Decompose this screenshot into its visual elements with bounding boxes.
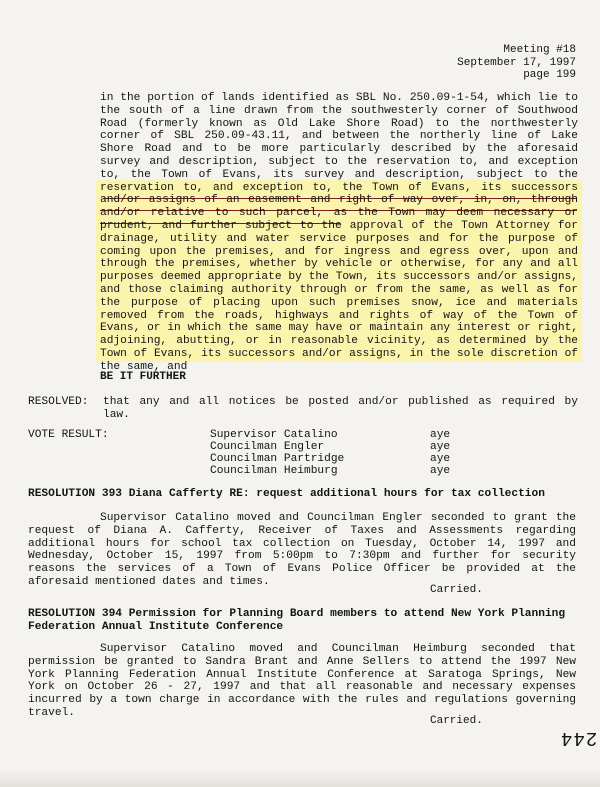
resolution-394-carried: Carried. bbox=[430, 715, 483, 727]
voter-name: Councilman Partridge bbox=[210, 453, 345, 465]
vote-value: aye bbox=[430, 429, 451, 441]
main-paragraph: in the portion of lands identified as SBL No. 250.09-1-54, which lie to the south of a line drawn from the southwesterly corner of Southwood Road (formerly known as Old Lake Shore Road) to the northwesterly corner of SBL 250.09-43.11, and between the northerly line of Lake Shore Road and to be more particularly described by the aforesaid survey and description, subject to the reservation to, and exception to, the Town of Evans, its survey and description, subject to the reservation to, and exception to, the Town of Evans, its successors and/or assigns of an easement and right of way over, in, on, through and/or relative to such parcel, as the Town may deem necessary or prudent, and further subject to the approval of the Town Attorney for drainage, utility and water service purposes and for the purpose of coming upon the premises, and for ingress and egress over, upon and through the premises, whether by vehicle or otherwise, for any and all purposes deemed appropriate by the Town, its successors and/or assigns, and those claiming authority through or from the same, as well as for the purpose of placing upon such premises snow, ice and materials removed from the roads, highways and rights of way of the Town of Evans, or in which the same may have or maintain any interest or right, adjoining, abutting, or in reasonable vicinity, as determined by the Town of Evans, its successors and/or assigns, in the sole discretion of the same, and bbox=[100, 92, 578, 373]
page-number: page 199 bbox=[523, 69, 576, 81]
page-header bbox=[457, 44, 576, 82]
resolution-393-text: Supervisor Catalino moved and Councilman Engler seconded to grant the request of Diana A. Cafferty, Receiver of Taxes and Assessments regarding additional hours for school tax collection on Tuesday, October 14, 1997 and Wednesday, October 15, 1997 from 5:00pm to 7:30pm and further for security reasons the services of a Town of Evans Police Officer be provided at the aforesaid mentioned dates and times. bbox=[28, 512, 576, 588]
resolved-label: RESOLVED: bbox=[28, 396, 89, 408]
handwritten-page-number: 244 bbox=[560, 727, 598, 749]
voter-name: Councilman Heimburg bbox=[210, 465, 338, 477]
meeting-date: September 17, 1997 bbox=[457, 56, 576, 69]
vote-row bbox=[210, 466, 450, 478]
vote-value: aye bbox=[430, 465, 451, 477]
resolution-394-text: Supervisor Catalino moved and Councilman Heimburg seconded that permission be granted to Sandra Brant and Anne Sellers to attend the 1997 New York Planning Federation Annual Institute Conference at Saratoga Springs, New York on October 26 - 27, 1997 and that all reasonable and necessary expenses incurred by a town charge in accordance with the rules and regulations governing travel. bbox=[28, 643, 576, 719]
be-it-further: BE IT FURTHER bbox=[100, 371, 186, 383]
resolved-text: that any and all notices be posted and/or published as required by law. bbox=[103, 396, 578, 421]
resolution-394-title: RESOLUTION 394 Permission for Planning Board members to attend New York Planning Federation Annual Institute Conference bbox=[28, 608, 566, 633]
meeting-number: Meeting #18 bbox=[503, 44, 576, 56]
vote-value: aye bbox=[430, 453, 451, 465]
voter-name: Supervisor Catalino bbox=[210, 429, 338, 441]
resolution-393-title: RESOLUTION 393 Diana Cafferty RE: request additional hours for tax collection bbox=[28, 488, 545, 500]
vote-value: aye bbox=[430, 441, 451, 453]
scan-bottom-edge bbox=[0, 770, 600, 787]
vote-result-label: VOTE RESULT: bbox=[28, 429, 109, 441]
resolution-393-carried: Carried. bbox=[430, 584, 483, 596]
voter-name: Councilman Engler bbox=[210, 441, 325, 453]
